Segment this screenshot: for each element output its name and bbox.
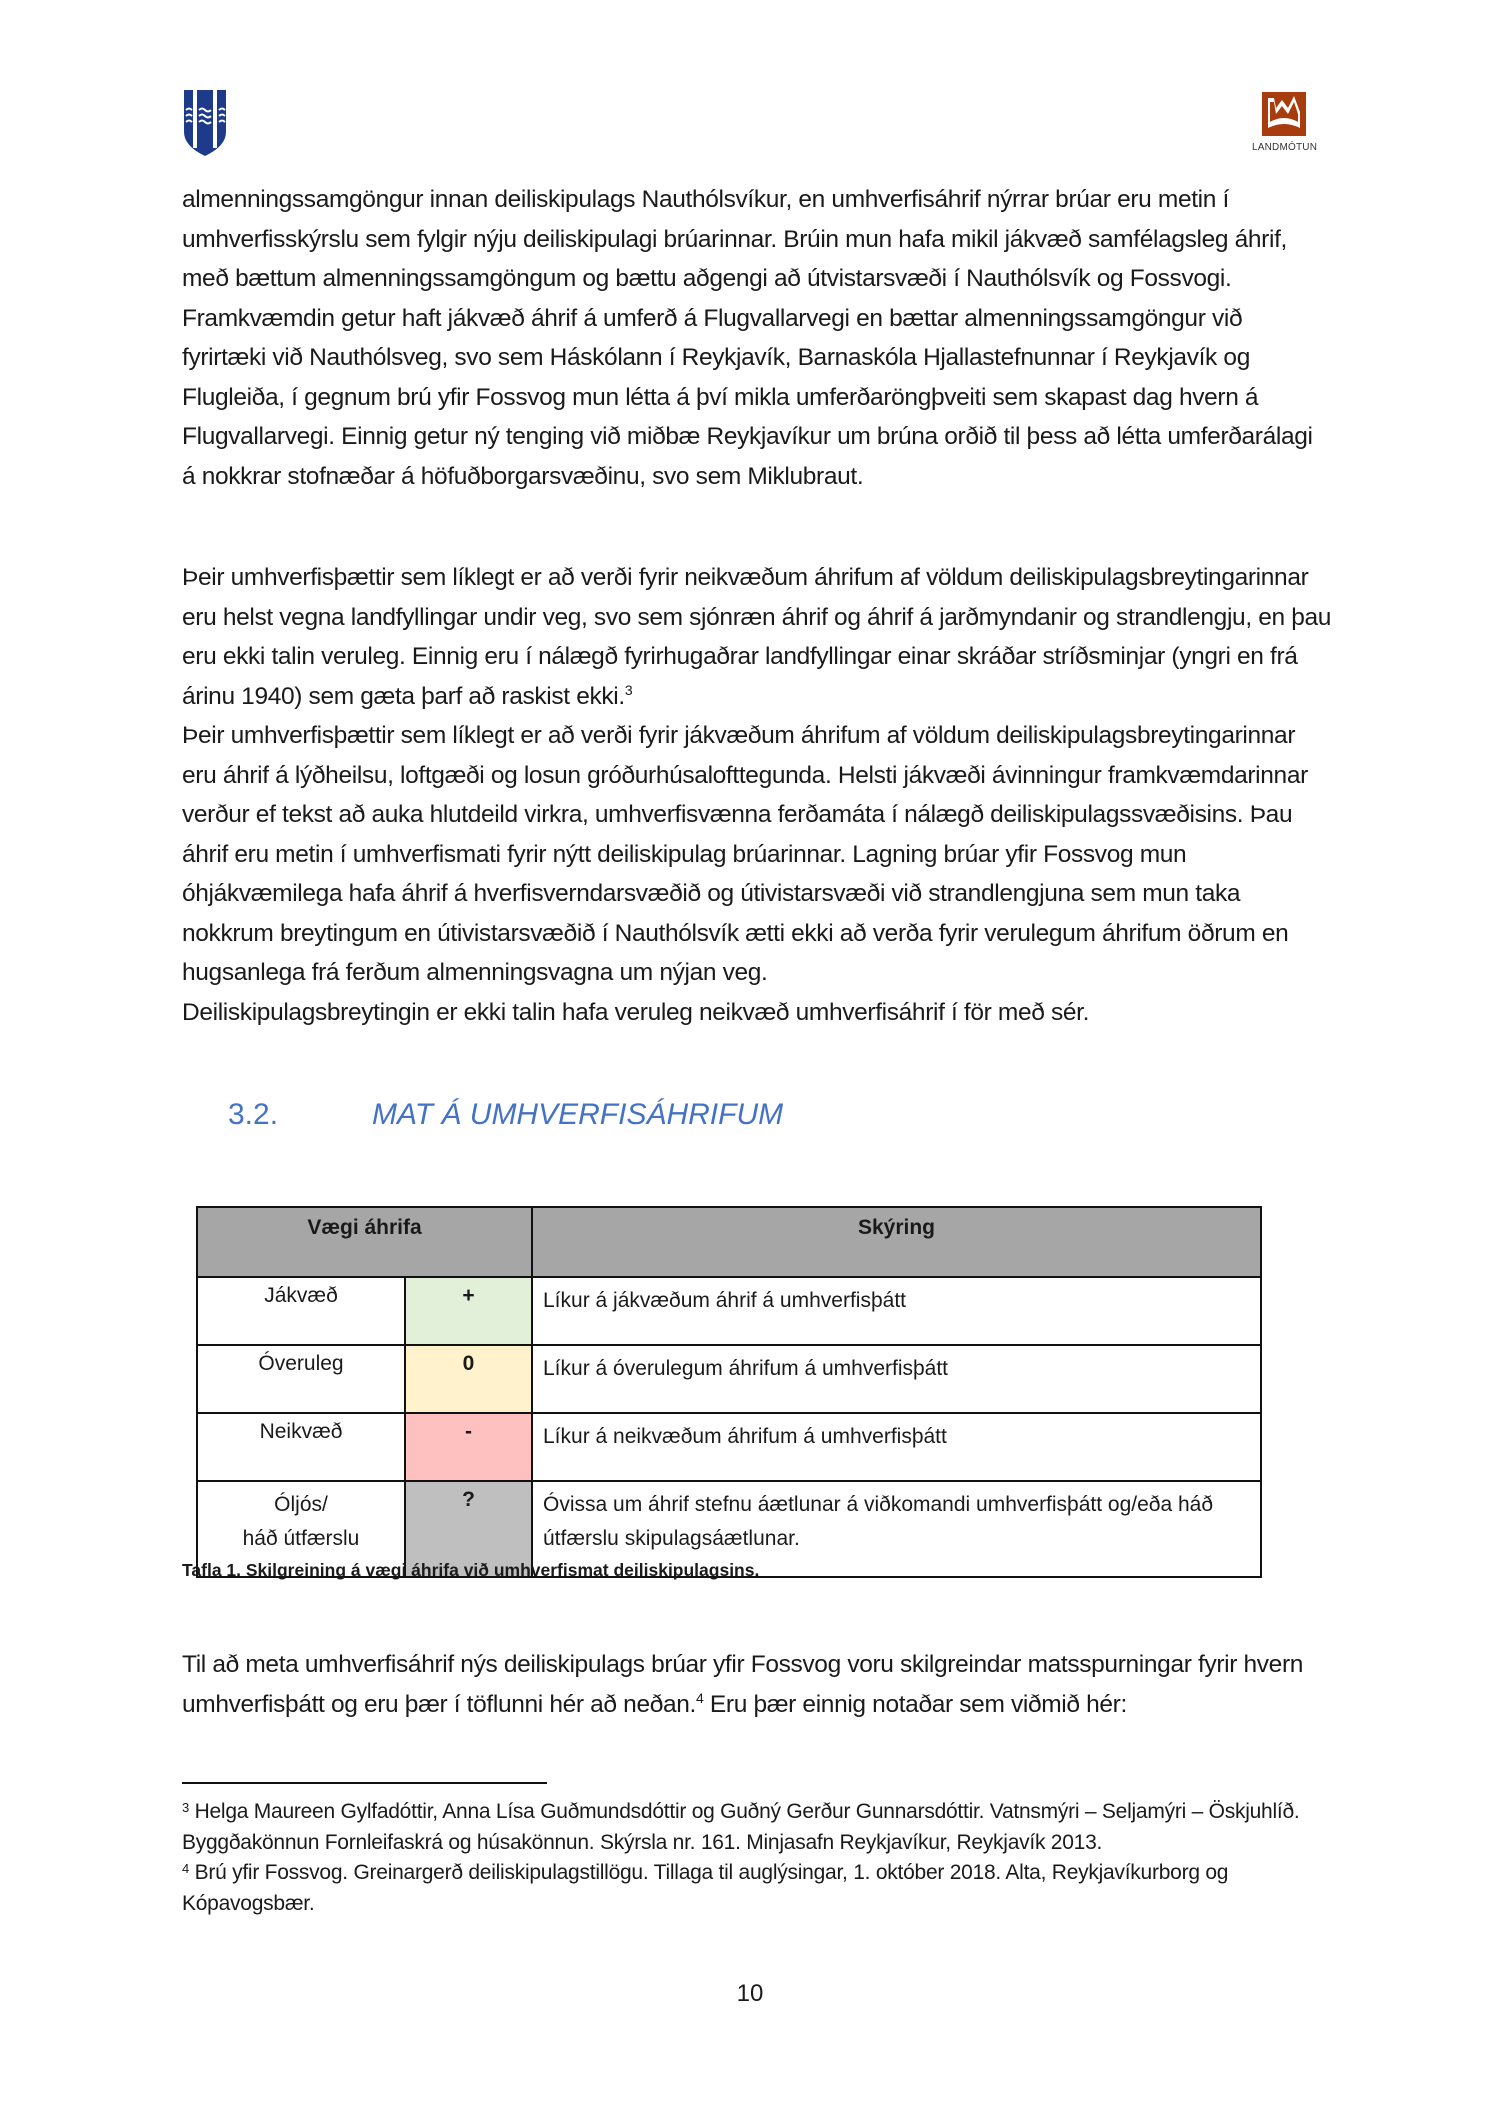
table-row <box>197 1277 1261 1345</box>
symbol-neutral: 0 <box>405 1345 532 1413</box>
landmotun-logo <box>1252 92 1330 162</box>
row-label: Neikvæð <box>197 1413 405 1481</box>
conclusion-text: Deiliskipulagsbreytingin er ekki talin hafa veruleg neikvæð umhverfisáhrif í för með sér. <box>182 998 1090 1026</box>
footnotes <box>182 1797 1332 1919</box>
footnote-3: $^3$ Helga Maureen Gylfadóttir, Anna Lísa Guðmundsdóttir og Guðný Gerður Gunnarsdóttir. Vatnsmýri – Seljamýri – Öskjuhlíð. Byggðakönnun Fornleifaskrá og húsakönnun. Skýrsla nr. 161. Minjasafn Reykjavíkur, Reykjavík 2013. <box>182 1800 1300 1854</box>
footnote-ref-4[interactable]: 4 <box>696 1689 704 1706</box>
row-label: Óveruleg <box>197 1345 405 1413</box>
table-row <box>197 1413 1261 1481</box>
footnote-ref-3[interactable]: 3 <box>624 681 633 698</box>
header-weight: Vægi áhrifa <box>197 1207 532 1277</box>
row-label: Óljós/ háð útfærslu <box>197 1481 405 1577</box>
paragraph-transport-impacts: almenningssamgöngur innan deiliskipulags Nauthólsvíkur, en umhverfisáhrif nýrrar brúar eru metin í umhverfisskýrslu sem fylgir nýju deiliskipulagi brúarinnar. Brúin mun hafa mikil jákvæð samfélagsleg áhrif, með bættum almenningssamgöngum og bættu aðgengi að útvistarsvæði í Nauthólsvík og Fossvogi. Framkvæmdin getur haft jákvæð áhrif á umferð á Flugvallarvegi en bættar almenningssamgöngur við fyrirtæki við Nauthólsveg, svo sem Háskólann í Reykjavík, Barnaskóla Hjallastefnunnar í Reykjavík og Flugleiða, í gegnum brú yfir Fossvog mun létta á því mikla umferðaröngþveiti sem skapast dag hvern á Flugvallarvegi. Einnig getur ný tenging við miðbæ Reykjavíkur um brúna orðið til þess að létta umferðarálagi á nokkrar stofnæðar á höfuðborgarsvæðinu, svo sem Miklubraut. <box>182 186 1313 490</box>
landmotun-logo-text: LANDMÓTUN <box>1252 142 1318 153</box>
impact-weight-table <box>196 1206 1262 1578</box>
section-number: 3.2. <box>228 1098 279 1131</box>
symbol-unclear: ? <box>405 1481 532 1577</box>
page-number: 10 <box>736 1980 764 2007</box>
positive-impacts-text: Þeir umhverfisþættir sem líklegt er að verði fyrir jákvæðum áhrifum af völdum deiliskipulagsbreytingarinnar eru áhrif á lýðheilsu, loftgæði og losun gróðurhúsalofttegunda. Helsti jákvæði ávinningur framkvæmdarinnar verður ef tekst að auka hlutdeild virkra, umhverfisvænna ferðamáta í nálægð deiliskipulagssvæðisins. Þau áhrif eru metin í umhverfismati fyrir nýtt deiliskipulag brúarinnar. Lagning brúar yfir Fossvog mun óhjákvæmilega hafa áhrif á hverfisverndarsvæðið og útivistarsvæði við strandlengjuna sem mun taka nokkrum breytingum en útivistarsvæðið í Nauthólsvík ætti ekki að verða fyrir verulegum áhrifum öðrum en hugsanlega frá ferðum almenningsvagna um nýjan veg. <box>182 722 1308 986</box>
landmotun-logo-icon <box>1262 92 1306 136</box>
table-row <box>197 1345 1261 1413</box>
header-explanation: Skýring <box>532 1207 1261 1277</box>
row-label: Jákvæð <box>197 1277 405 1345</box>
table-header-row <box>197 1207 1261 1277</box>
symbol-negative: - <box>405 1413 532 1481</box>
row-description: Líkur á óverulegum áhrifum á umhverfisþátt <box>532 1345 1261 1413</box>
reykjavik-coat-of-arms-icon <box>182 88 228 158</box>
row-description: Líkur á neikvæðum áhrifum á umhverfisþátt <box>532 1413 1261 1481</box>
row-description: Líkur á jákvæðum áhrif á umhverfisþátt <box>532 1277 1261 1345</box>
paragraph-impact-summary <box>182 558 1332 1032</box>
row-description: Óvissa um áhrif stefnu áætlunar á viðkomandi umhverfisþátt og/eða háð útfærslu skipulagsáætlunar. <box>532 1481 1261 1577</box>
paragraph-assessment-method: Til að meta umhverfisáhrif nýs deiliskipulags brúar yfir Fossvog voru skilgreindar matsspurningar fyrir hvern umhverfisþátt og eru þær í töflunni hér að neðan.$^4$ Eru þær einnig notaðar sem viðmið hér: <box>182 1651 1304 1718</box>
table-caption: Tafla 1. Skilgreining á vægi áhrifa við umhverfismat deiliskipulagsins. <box>182 1560 760 1580</box>
footnote-divider <box>182 1782 547 1784</box>
section-title: MAT Á UMHVERFISÁHRIFUM <box>372 1098 784 1131</box>
footnote-4: $^4$ Brú yfir Fossvog. Greinargerð deiliskipulagstillögu. Tillaga til auglýsingar, 1. október 2018. Alta, Reykjavíkurborg og Kópavogsbær. <box>182 1861 1229 1915</box>
negative-impacts-text: Þeir umhverfisþættir sem líklegt er að verði fyrir neikvæðum áhrifum af völdum deiliskipulagsbreytingarinnar eru helst vegna landfyllingar undir veg, svo sem sjónræn áhrif og áhrif á jarðmyndanir og strandlengju, en þau eru ekki talin veruleg. Einnig eru í nálægð fyrirhugaðrar landfyllingar einar skráðar stríðsminjar (yngri en frá árinu 1940) sem gæta þarf að raskist ekki.$^3$ <box>182 564 1332 710</box>
symbol-positive: + <box>405 1277 532 1345</box>
